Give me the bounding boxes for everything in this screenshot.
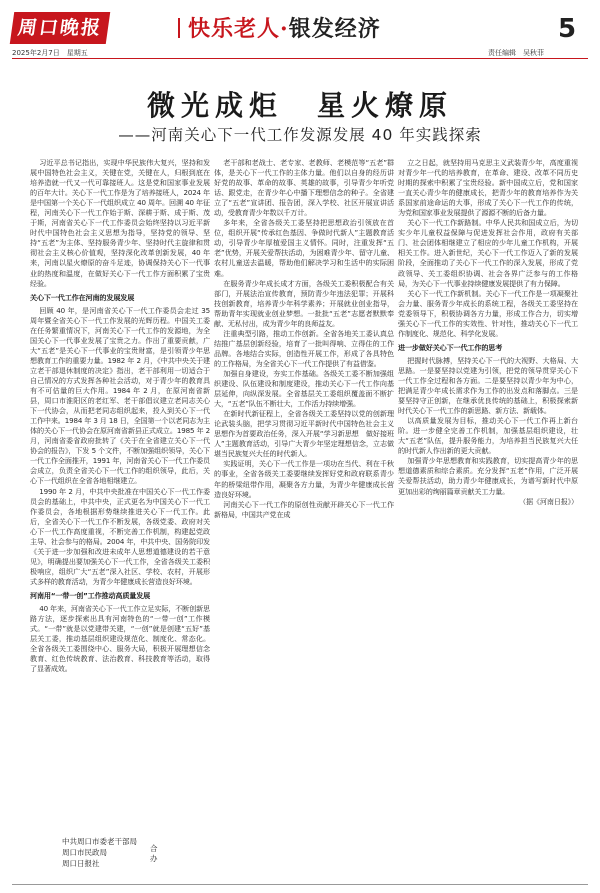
body-paragraph: 关心下一代工作新路制。中华人民共和国成立后，为切实少年儿童权益保障与促进发挥社会作用，政府有关部门、社会团体相继建立了相应的少年儿童工作机构，开展相关工作。进入新世纪，关心下一代工作迈入了新的发展阶段，全面推动了关心下一代工作的深入发展，形成了党政领导、关工委组织协调、社会各界广泛参与的工作格局，为关心下一代事业持续健康发展提供了有力保障。 — [398, 218, 578, 288]
body-paragraph: 把握时代脉搏，坚持关心下一代的大视野、大格局、大思路。一是要坚持以党建为引领，把党的领导贯穿关心下一代工作全过程和各方面。二是要坚持以青少年为中心，把满足青少年成长需求作为工作的出发点和落脚点。三是要坚持守正创新，在继承优良传统的基础上，积极探索新时代关心下一代工作的新思路、新方法、新载体。 — [398, 355, 578, 416]
body-paragraph: 以高质量发展为目标，推动关心下一代工作再上新台阶。进一步健全完善工作机制，加强基层组织建设，壮大“五老”队伍，提升服务能力，为培养担当民族复兴大任的时代新人作出新的更大贡献。 — [398, 416, 578, 456]
body-paragraph: 河南关心下一代工作的原创性贡献开辟关心下一代工作新格局，中国共产党在成 — [214, 499, 394, 519]
body-paragraph: 老干部和老战士、老专家、老教师、老模范等“五老”群体，是关心下一代工作的主体力量。他们以自身的经历讲好党的故事、革命的故事、英雄的故事，引导青少年听党话、跟党走，在青少年心中播下理想信念的种子。全省建立了“五老”宣讲团、报告团，深入学校、社区开展宣讲活动，受教育青少年数以千万计。 — [214, 158, 394, 218]
article-title: 微光成炬 星火燎原 — [146, 89, 453, 122]
article-column-2 — [214, 158, 394, 874]
body-paragraph: 在服务青少年成长成才方面，各级关工委积极配合有关部门，开展法治宣传教育，预防青少年违法犯罪；开展科技创新教育，培养青少年科学素养；开展就业创业指导，帮助青年实现就业创业梦想。一批批“五老”志愿者默默奉献、无私付出，成为青少年的良师益友。 — [214, 278, 394, 328]
issue-date: 2025年2月7日 星期五 — [12, 49, 88, 57]
section-prefix: 快乐老人 — [188, 16, 281, 42]
body-paragraph: 40 年来，河南省关心下一代工作立足实际，不断创新思路方法，逐步探索出具有河南特色的“一带一创”工作模式。“一带”就是以党建带关建，“一创”就是创建“五好”基层关工委，推动基层组织建设规范化、制度化、常态化。全省各级关工委围绕中心、服务大局，积极开展理想信念教育、红色传统教育、法治教育、科技教育等活动，取得了显著成效。 — [30, 604, 210, 674]
section-heading: 河南用“一带一创”工作推动高质量发展 — [30, 590, 151, 600]
section-suffix: 银发经济 — [288, 16, 381, 42]
body-paragraph: 注重典型引路，推动工作创新。全省各地关工委认真总结推广基层创新经验，培育了一批叫得响、立得住的工作品牌。各地结合实际，创造性开展工作，形成了各具特色的工作格局，为全省关心下一代工作提供了有益借鉴。 — [214, 328, 394, 368]
body-paragraph: 立之日起，就坚持用马克思主义武装青少年，高度重视对青少年一代的培养教育，在革命、建设、改革不同历史时期的探索中积累了宝贵经验。新中国成立后，党和国家一直关心青少年的健康成长，把青少年的教育培养作为关系国家前途命运的大事，形成了关心下一代工作的传统，为党和国家事业发展提供了源源不断的后备力量。 — [398, 158, 578, 218]
editor-credit: 责任编辑 吴秋菲 — [488, 49, 544, 57]
sponsor-line: 周口日报社 — [62, 859, 100, 868]
page-number: 5 — [558, 14, 577, 44]
section-divider-bar — [178, 18, 180, 38]
sponsor-line: 中共周口市委老干部局 — [62, 837, 137, 846]
body-paragraph: 加强青少年思想教育和实践教育，切实提高青少年的思想道德素质和综合素质。充分发挥“五老”作用，广泛开展关爱帮扶活动，助力青少年健康成长，为谱写新时代中原更加出彩的绚丽篇章贡献关工力量。 — [398, 456, 578, 496]
body-paragraph: 回顾 40 年，是河南省关心下一代工作委员会走过 35 周年暨全省关心下一代工作发展的光辉历程。中国关工委在任务繁重情况下，河南关心下一代工作的发源地，为全国关心下一代事业发展了宝贵之力。作出了重要贡献，广大“五老”是关心下一代事业的宝贵财富，是引领青少年思想教育工作的重要力量。1982 年 2 月，《中共中央关于建立老干部退休制度的决定》指出，老干部利用一切适合于自己情况的方式发挥各种社会活动，对于青少年的教育具有不可估量的巨大作用。1984 年 2 月，在原河南省新县，周口市淮阳区的老红军、老干部倡议建立老同志关心下一代协会，从而把老同志组织起来，投入到关心下一代工作中来。1984 年 3 月 18 日，全国第一个以老同志为主体的关心下一代协会在原河南省新县正式成立。1985 年 2 月，河南省委省政府批转了《关于在全省建立关心下一代协会的报告》，下发 5 个文件，不断加强组织领导，关心下一代工作全面推开，1991 年，河南省关心下一代工作委员会成立，负责全省关心下一代工作的组织领导，此后，关心下一代组织在全省各地相继建立。 — [30, 305, 210, 486]
sponsor-block — [62, 836, 178, 880]
body-paragraph: 多年来，全省各级关工委坚持把思想政治引领放在首位，组织开展“传承红色基因、争做时代新人”主题教育活动，引导青少年厚植爱国主义情怀。同时，注重发挥“五老”优势，开展关爱帮扶活动，为困难青少年、留守儿童、农村儿童送去温暖，帮助他们解决学习和生活中的实际困难。 — [214, 218, 394, 278]
section-heading: 关心下一代工作在河南的发展发展 — [30, 292, 135, 302]
article-column-3 — [398, 158, 578, 870]
section-title — [170, 14, 430, 44]
newspaper-logo: 周口晚报 — [10, 12, 110, 44]
body-paragraph: 1990 年 2 月，中共中央批准在中国关心下一代工作委员会的基础上，中共中央，正式更名为中国关心下一代工作委员会，各地根据形势继续推进关心下一代工作。此后，全省关心下一代工作不断发展，各级党委、政府对关心下一代工作高度重视，不断完善工作机制，构建起党政主导、社会参与的格局。2004 年，中共中央、国务院印发《关于进一步加强和改进未成年人思想道德建设的若干意见》，明确提出要加强关心下一代工作，全省各级关工委积极响应，组织广大“五老”深入社区、学校、农村，开展形式多样的教育活动，为青少年健康成长营造良好环境。 — [30, 486, 210, 586]
body-paragraph: 在新时代新征程上，全省各级关工委坚持以党的创新理论武装头脑，把学习贯彻习近平新时代中国特色社会主义思想作为首要政治任务，深入开展“学习新思想 做好接班人”主题教育活动，引导广大青少年坚定理想信念，立志做堪当民族复兴大任的时代新人。 — [214, 409, 394, 459]
source-credit: （据《河南日报》） — [519, 496, 578, 506]
body-paragraph: 实践证明，关心下一代工作是一项功在当代、利在千秋的事业，全省各级关工委要继续发挥好党和政府联系青少年的桥梁纽带作用，凝聚各方力量，为青少年健康成长营造良好环境。 — [214, 459, 394, 499]
article-subtitle: ——河南关心下一代工作发源发展 40 年实践探索 — [118, 126, 482, 144]
article-column-1 — [30, 158, 210, 780]
body-paragraph: 关心下一代工作新机制。关心下一代工作是一项凝聚社会力量、服务青少年成长的系统工程，各级关工委坚持在党委领导下，积极协调各方力量，形成工作合力，切实增强关心下一代工作的实效性、针对性，推动关心下一代工作制度化、规范化、科学化发展。 — [398, 288, 578, 338]
section-dot: · — [280, 16, 289, 42]
section-heading: 进一步做好关心下一代工作的思考 — [398, 342, 503, 352]
footer-rule — [12, 884, 588, 885]
masthead-rule — [12, 58, 588, 59]
sponsor-line: 周口市民政局 — [62, 848, 107, 857]
intro-paragraph: 习近平总书记指出，实现中华民族伟大复兴，坚持和发展中国特色社会主义，关键在党，关键在人，归根到底在培养造就一代又一代可靠接班人。这是党和国家事业发展的百年大计。关心下一代工作是为了培养接班人，2024 年是中国第一个关心下一代组织成立 40 周年。回溯 40 年征程，河南关心下一代工作始于斯、深耕于斯、成于斯、茂于斯，河南省关心下一代工作委员会始终坚持以习近平新时代中国特色社会主义思想为指导，坚持党的领导、坚持“五老”为主体、坚持服务青少年、坚持时代主旋律和贯彻社会主义核心价值观，坚持深化改革创新发展，40 年来，河南以星火燎原的奋斗足迹，协调保持关心下一代事业的热度和温度，在做好关心下一代工作方面积累了宝贵经验。 — [30, 158, 210, 288]
cohost-label: 合办 — [150, 844, 158, 863]
body-paragraph: 加强自身建设，夯实工作基础。各级关工委不断加强组织建设、队伍建设和制度建设，推动关心下一代工作向基层延伸，向纵深发展。全省基层关工委组织覆盖面不断扩大，“五老”队伍不断壮大，工作活力持续增强。 — [214, 368, 394, 409]
masthead — [0, 0, 600, 60]
